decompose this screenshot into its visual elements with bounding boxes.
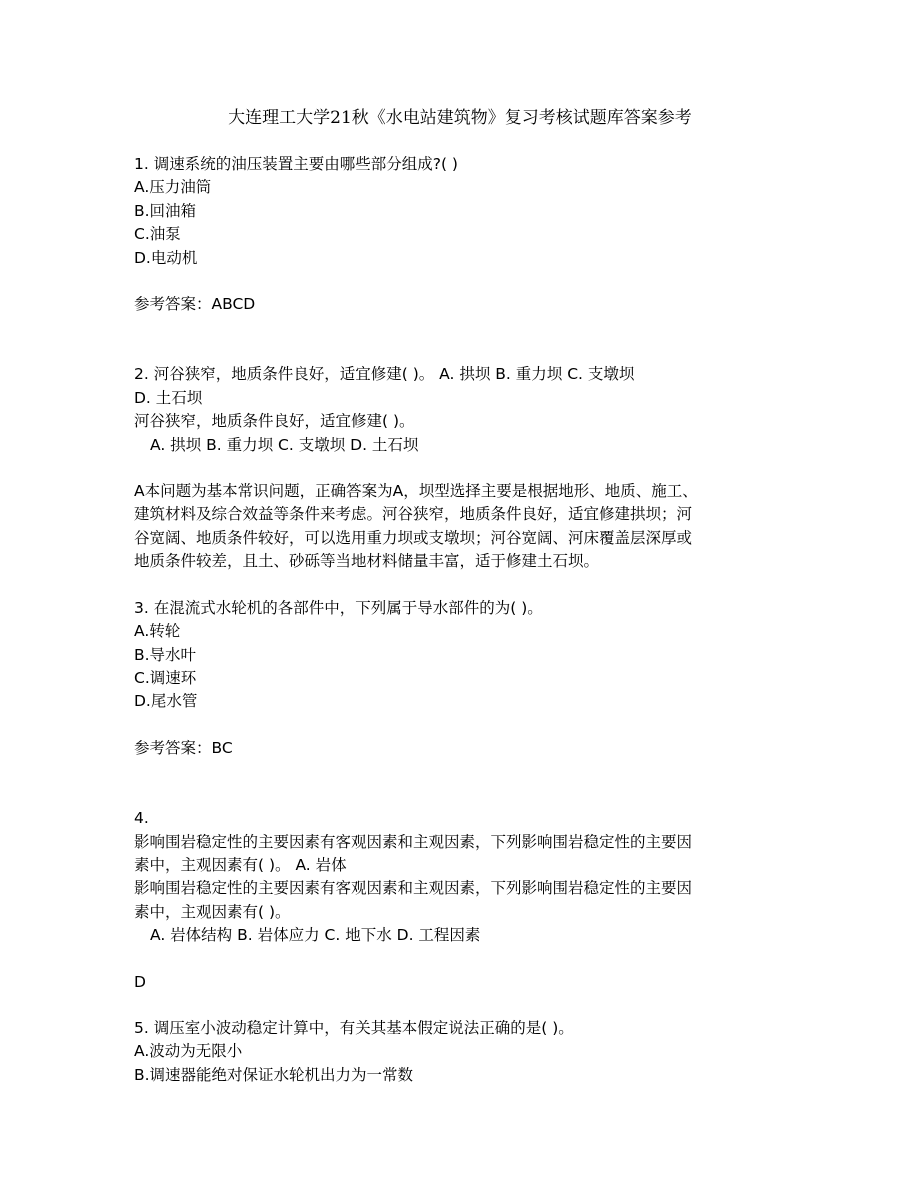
question-2-repeat-options: A. 拱坝 B. 重力坝 C. 支墩坝 D. 土石坝 bbox=[150, 435, 419, 454]
question-2-analysis-line-2: 建筑材料及综合效益等条件来考虑。河谷狭窄，地质条件良好，适宜修建拱坝；河 bbox=[134, 505, 693, 524]
question-2-analysis-line-3: 谷宽阔、地质条件较好，可以选用重力坝或支墩坝；河谷宽阔、河床覆盖层深厚或 bbox=[134, 528, 693, 547]
spacer bbox=[134, 994, 794, 1017]
question-2 bbox=[134, 363, 794, 573]
question-4-repeat-line-1: 影响围岩稳定性的主要因素有客观因素和主观因素，下列影响围岩稳定性的主要因 bbox=[134, 879, 693, 898]
spacer bbox=[134, 948, 794, 971]
spacer bbox=[134, 714, 794, 737]
question-1-answer: 参考答案：ABCD bbox=[134, 295, 256, 314]
question-5-stem: 5. 调压室小波动稳定计算中，有关其基本假定说法正确的是( )。 bbox=[134, 1018, 574, 1037]
question-1-option-b: B.回油箱 bbox=[134, 201, 197, 220]
question-4-stem-line-1: 影响围岩稳定性的主要因素有客观因素和主观因素，下列影响围岩稳定性的主要因 bbox=[134, 832, 693, 851]
question-2-stem-line-2: D. 土石坝 bbox=[134, 388, 203, 407]
question-2-stem-line-1: 2. 河谷狭窄，地质条件良好，适宜修建( )。 A. 拱坝 B. 重力坝 C. 支墩坝 bbox=[134, 365, 635, 384]
spacer bbox=[134, 760, 794, 807]
question-4-number: 4. bbox=[134, 809, 149, 828]
document-title: 大连理工大学21秋《水电站建筑物》复习考核试题库答案参考 bbox=[228, 108, 692, 128]
question-4-repeat-options: A. 岩体结构 B. 岩体应力 C. 地下水 D. 工程因素 bbox=[150, 926, 481, 945]
question-1-option-d: D.电动机 bbox=[134, 248, 198, 267]
question-5 bbox=[134, 1017, 794, 1087]
question-3-option-d: D.尾水管 bbox=[134, 692, 198, 711]
question-4-answer: D bbox=[134, 972, 146, 991]
question-2-analysis-line-4: 地质条件较差，且土、砂砾等当地材料储量丰富，适于修建土石坝。 bbox=[134, 552, 600, 571]
question-1-option-a: A.压力油筒 bbox=[134, 178, 212, 197]
question-5-option-b: B.调速器能绝对保证水轮机出力为一常数 bbox=[134, 1065, 414, 1084]
question-4-repeat-line-2: 素中，主观因素有( )。 bbox=[134, 902, 291, 921]
question-2-repeat-stem: 河谷狭窄，地质条件良好，适宜修建( )。 bbox=[134, 412, 415, 431]
spacer bbox=[134, 457, 794, 480]
question-2-analysis-line-1: A本问题为基本常识问题，正确答案为A，坝型选择主要是根据地形、地质、施工、 bbox=[134, 482, 698, 501]
question-3-option-c: C.调速环 bbox=[134, 668, 197, 687]
question-1-option-c: C.油泵 bbox=[134, 225, 181, 244]
question-4 bbox=[134, 807, 794, 994]
question-3-option-b: B.导水叶 bbox=[134, 645, 197, 664]
spacer bbox=[134, 574, 794, 597]
document-body bbox=[134, 153, 794, 1087]
spacer bbox=[134, 270, 794, 293]
question-3-option-a: A.转轮 bbox=[134, 622, 181, 641]
question-1-stem: 1. 调速系统的油压装置主要由哪些部分组成?( ) bbox=[134, 155, 458, 173]
question-3-stem: 3. 在混流式水轮机的各部件中，下列属于导水部件的为( )。 bbox=[134, 598, 543, 617]
question-4-stem-line-2: 素中，主观因素有( )。 A. 岩体 bbox=[134, 855, 347, 874]
question-1 bbox=[134, 153, 794, 316]
question-5-option-a: A.波动为无限小 bbox=[134, 1042, 243, 1061]
spacer bbox=[134, 316, 794, 363]
question-3 bbox=[134, 597, 794, 760]
question-3-answer: 参考答案：BC bbox=[134, 738, 233, 757]
